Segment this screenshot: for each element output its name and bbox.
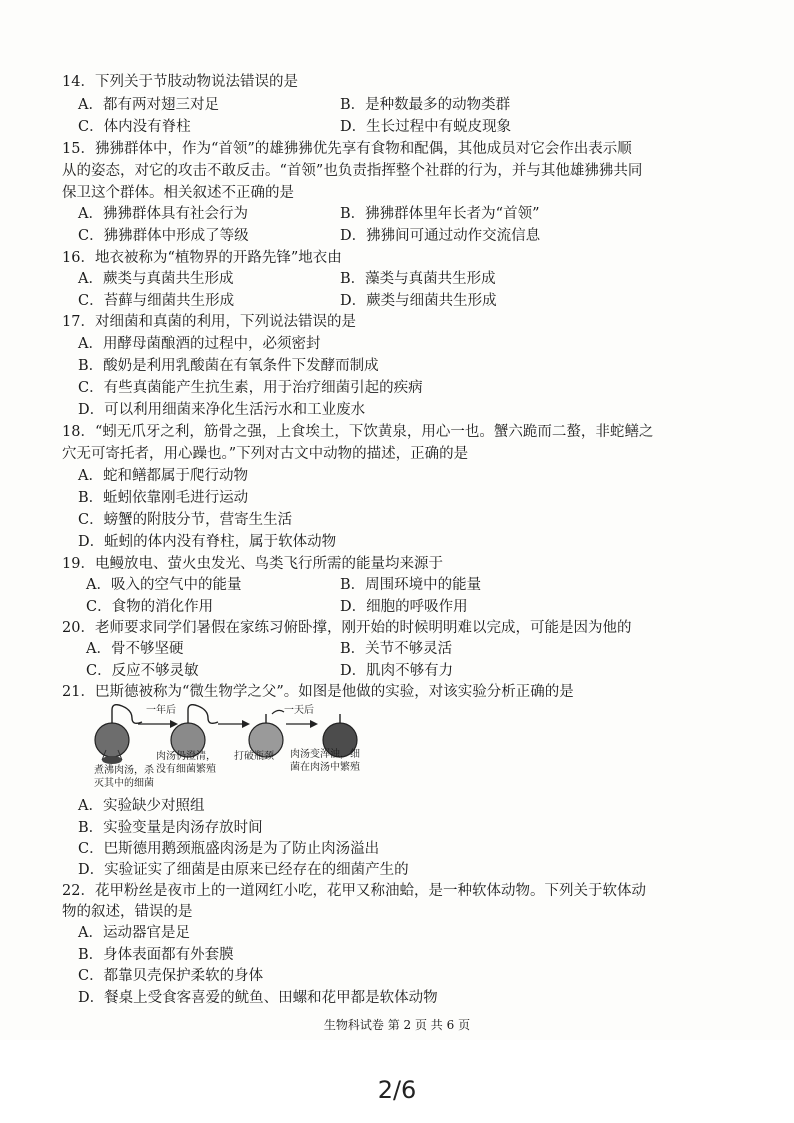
q22-line2: 物的叙述，错误的是 <box>62 904 193 920</box>
q22-option-d: D．餐桌上受食客喜爱的鱿鱼、田螺和花甲都是软体动物 <box>78 990 438 1006</box>
q18-line2: 穴无可寄托者，用心躁也。”下列对古文中动物的描述，正确的是 <box>62 446 469 462</box>
caption-flask-2b: 没有细菌繁殖 <box>156 764 216 775</box>
q19-option-c: C．食物的消化作用 <box>86 599 214 615</box>
q18-option-a: A．蛇和鳝都属于爬行动物 <box>78 468 248 484</box>
caption-flask-4b: 菌在肉汤中繁殖 <box>290 762 360 773</box>
q20-stem: 20．老师要求同学们暑假在家练习俯卧撑，刚开始的时候明明难以完成，可能是因为他的 <box>62 620 632 636</box>
q21-stem: 21．巴斯德被称为“微生物学之父”。如图是他做的实验，对该实验分析正确的是 <box>62 684 574 700</box>
flask-1-icon <box>95 705 142 764</box>
caption-flask-3: 打破瓶颈 <box>234 751 274 762</box>
q14-option-b: B．是种数最多的动物类群 <box>340 97 511 113</box>
q20-option-d: D．肌肉不够有力 <box>340 663 454 679</box>
q17-option-d: D．可以利用细菌来净化生活污水和工业废水 <box>78 402 366 418</box>
q19-stem: 19．电鳗放电、萤火虫发光、鸟类飞行所需的能量均来源于 <box>62 556 443 572</box>
q19-option-b: B．周围环境中的能量 <box>340 577 482 593</box>
q17-option-b: B．酸奶是利用乳酸菌在有氧条件下发酵而制成 <box>78 358 379 374</box>
q15-option-a: A．狒狒群体具有社会行为 <box>78 206 248 222</box>
q22-option-a: A．运动器官是足 <box>78 925 190 941</box>
q16-option-a: A．蕨类与真菌共生形成 <box>78 271 234 287</box>
q15-line2: 从的姿态，对它的攻击不敢反击。“首领”也负责指挥整个社群的行为，并与其他雄狒狒共同 <box>62 163 643 179</box>
caption-flask-2a: 肉汤仍澄清， <box>156 751 216 762</box>
q14-option-d: D．生长过程中有蜕皮现象 <box>340 119 512 135</box>
q17-option-c: C．有些真菌能产生抗生素，用于治疗细菌引起的疾病 <box>78 380 423 396</box>
q16-option-b: B．藻类与真菌共生形成 <box>340 271 496 287</box>
q17-stem: 17．对细菌和真菌的利用，下列说法错误的是 <box>62 314 356 330</box>
q16-option-c: C．苔藓与细菌共生形成 <box>78 293 235 309</box>
q22-option-b: B．身体表面都有外套膜 <box>78 947 234 963</box>
q21-option-c: C．巴斯德用鹅颈瓶盛肉汤是为了防止肉汤溢出 <box>78 841 380 857</box>
q15-option-c: C．狒狒群体中形成了等级 <box>78 228 249 244</box>
q20-option-a: A．骨不够坚硬 <box>86 641 184 657</box>
q18-option-c: C．螃蟹的附肢分节，营寄生生活 <box>78 512 293 528</box>
q20-option-b: B．关节不够灵活 <box>340 641 453 657</box>
q15-line3: 保卫这个群体。相关叙述不正确的是 <box>62 185 294 201</box>
q16-stem: 16．地衣被称为“植物界的开路先锋”地衣由 <box>62 250 342 266</box>
q18-option-d: D．蚯蚓的体内没有脊柱，属于软体动物 <box>78 534 337 550</box>
q18-line1: 18．“蚓无爪牙之利，筋骨之强，上食埃土，下饮黄泉，用心一也。蟹六跪而二螯，非蛇鳝之 <box>62 424 654 440</box>
arrow-label-one-day: 一天后 <box>284 705 314 716</box>
caption-flask-4a: 肉汤变浑浊，细 <box>290 749 360 760</box>
q17-option-a: A．用酵母菌酿酒的过程中，必须密封 <box>78 336 321 352</box>
caption-flask-1b: 灭其中的细菌 <box>94 778 154 789</box>
caption-flask-1a: 煮沸肉汤，杀 <box>94 765 154 776</box>
q18-option-b: B．蚯蚓依靠刚毛进行运动 <box>78 490 249 506</box>
q21-option-d: D．实验证实了细菌是由原来已经存在的细菌产生的 <box>78 862 409 878</box>
q15-option-b: B．狒狒群体里年长者为“首领” <box>340 206 540 222</box>
page-footer: 生物科试卷 第 2 页 共 6 页 <box>323 1018 471 1032</box>
q21-option-b: B．实验变量是肉汤存放时间 <box>78 820 263 836</box>
q16-option-d: D．蕨类与细菌共生形成 <box>340 293 497 309</box>
q14-option-c: C．体内没有脊柱 <box>78 119 191 135</box>
q21-option-a: A．实验缺少对照组 <box>78 798 205 814</box>
page-indicator: 2/6 <box>377 1076 417 1104</box>
q19-option-a: A．吸入的空气中的能量 <box>86 577 242 593</box>
arrow-label-one-year: 一年后 <box>146 705 176 716</box>
q15-line1: 15．狒狒群体中，作为“首领”的雄狒狒优先享有食物和配偶，其他成员对它会作出表示顺 <box>62 141 632 157</box>
q14-option-a: A．都有两对翅三对足 <box>78 97 219 113</box>
q15-option-d: D．狒狒间可通过动作交流信息 <box>340 228 541 244</box>
q19-option-d: D．细胞的呼吸作用 <box>340 599 468 615</box>
q14-stem: 14．下列关于节肢动物说法错误的是 <box>62 74 298 90</box>
q22-option-c: C．都靠贝壳保护柔软的身体 <box>78 968 264 984</box>
q22-line1: 22．花甲粉丝是夜市上的一道网红小吃，花甲又称油蛤，是一种软体动物。下列关于软体动 <box>62 883 646 899</box>
q20-option-c: C．反应不够灵敏 <box>86 663 199 679</box>
